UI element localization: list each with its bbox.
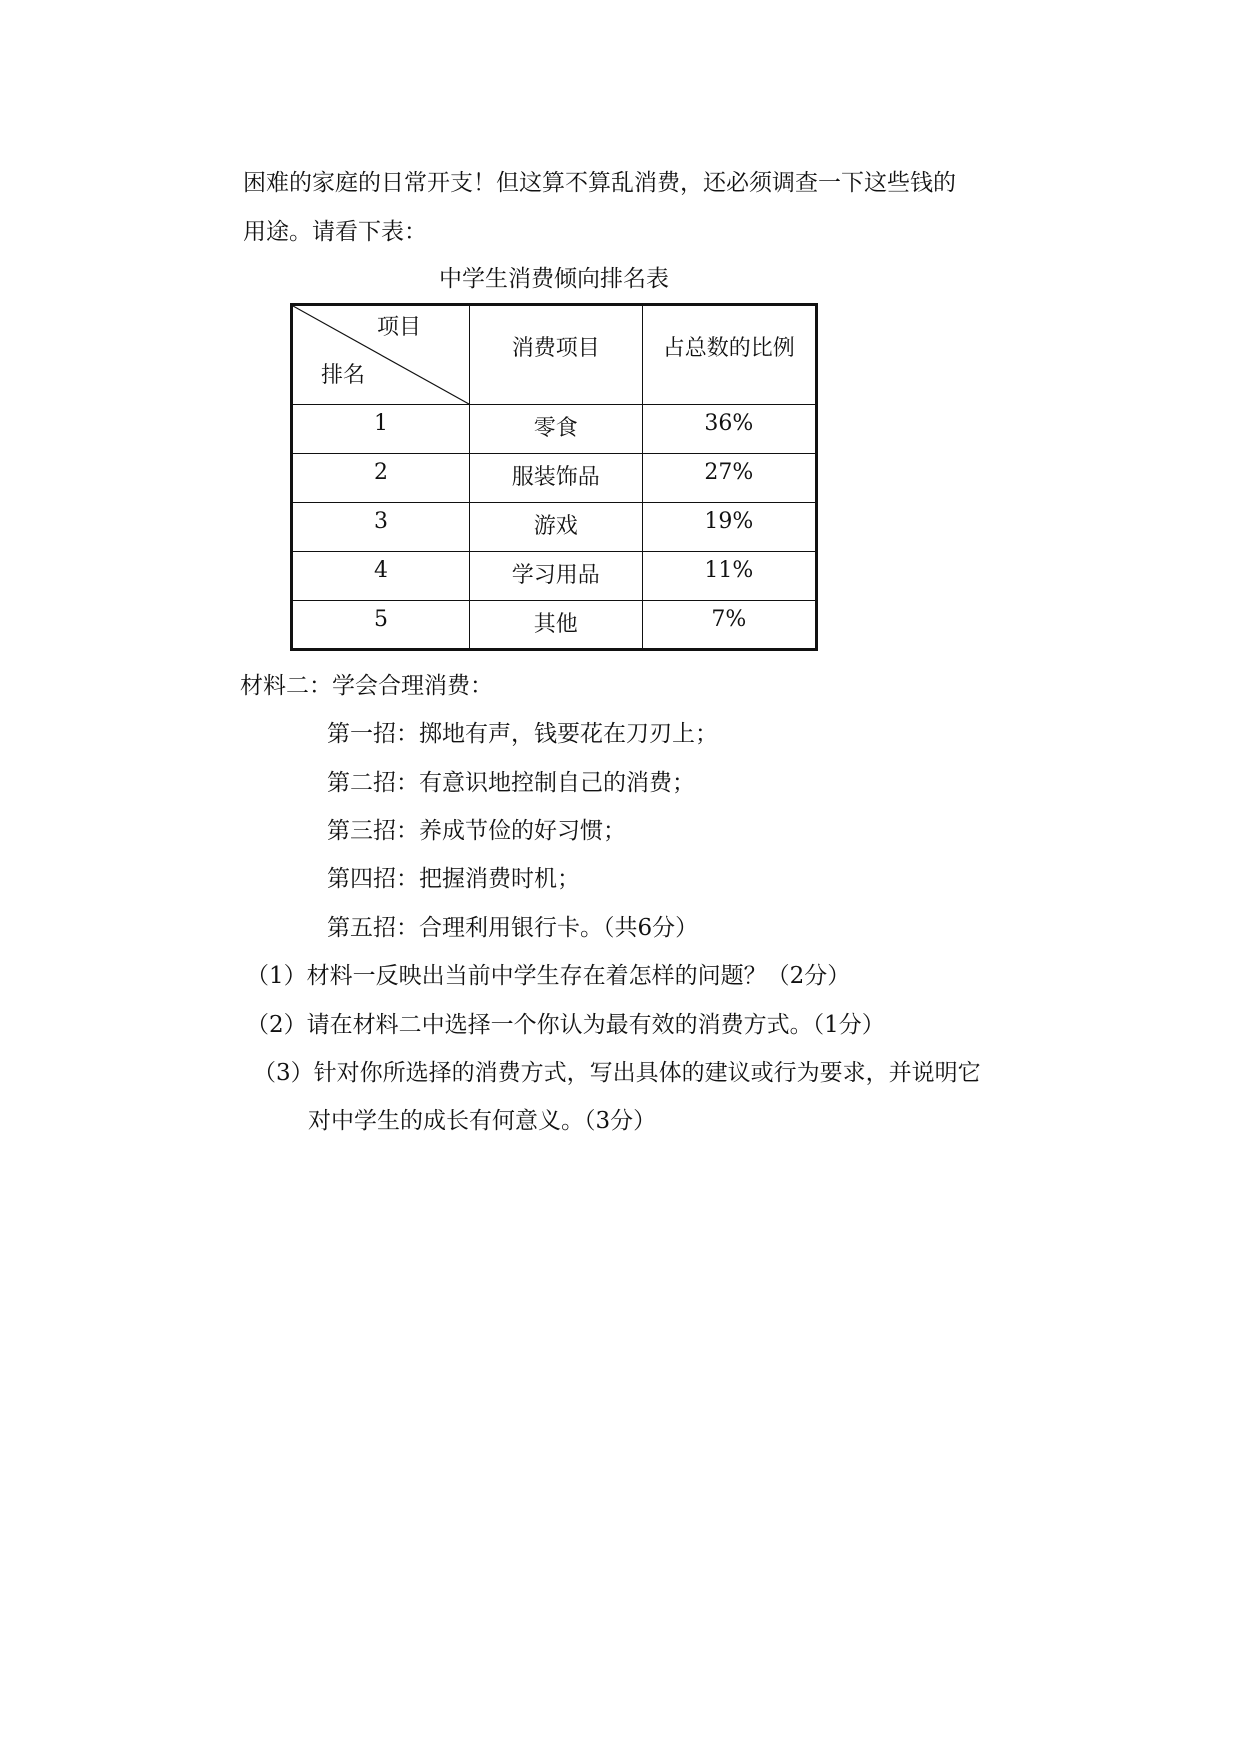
consumption-ranking-table	[290, 303, 818, 651]
tip-5: 第五招：合理利用银行卡。（共6分）	[327, 915, 699, 941]
rank-cell: 2	[292, 454, 470, 503]
tip-4: 第四招：把握消费时机；	[327, 866, 580, 892]
header-consumption-item: 消费项目	[469, 305, 642, 405]
header-ratio: 占总数的比例	[642, 305, 816, 405]
tip-3: 第三招：养成节俭的好习惯；	[327, 818, 626, 844]
question-2: （2）请在材料二中选择一个你认为最有效的消费方式。（1分）	[246, 1012, 885, 1038]
ratio-cell: 36%	[642, 405, 816, 454]
table-row	[292, 503, 817, 552]
tip-1: 第一招：掷地有声，钱要花在刀刃上；	[327, 721, 718, 747]
item-cell: 游戏	[469, 503, 642, 552]
ratio-cell: 7%	[642, 601, 816, 650]
table-row	[292, 405, 817, 454]
tip-2: 第二招：有意识地控制自己的消费；	[327, 770, 695, 796]
table-caption: 中学生消费倾向排名表	[439, 266, 669, 292]
rank-cell: 3	[292, 503, 470, 552]
intro-line-2: 用途。请看下表：	[243, 219, 427, 245]
item-cell: 服装饰品	[469, 454, 642, 503]
intro-line-1: 困难的家庭的日常开支！但这算不算乱消费，还必须调查一下这些钱的	[243, 170, 956, 196]
material2-title: 材料二：学会合理消费：	[240, 673, 493, 699]
table-header-row	[292, 305, 817, 405]
ratio-cell: 11%	[642, 552, 816, 601]
question-1: （1）材料一反映出当前中学生存在着怎样的问题？（2分）	[246, 963, 851, 989]
header-item-label: 项目	[377, 315, 422, 340]
header-rank-label: 排名	[321, 363, 366, 388]
item-cell: 零食	[469, 405, 642, 454]
table-row	[292, 601, 817, 650]
ratio-cell: 19%	[642, 503, 816, 552]
rank-cell: 5	[292, 601, 470, 650]
rank-cell: 4	[292, 552, 470, 601]
question-3-line-2: 对中学生的成长有何意义。（3分）	[308, 1108, 657, 1134]
rank-cell: 1	[292, 405, 470, 454]
ratio-cell: 27%	[642, 454, 816, 503]
question-3-line-1: （3）针对你所选择的消费方式，写出具体的建议或行为要求，并说明它	[253, 1060, 981, 1086]
item-cell: 学习用品	[469, 552, 642, 601]
diagonal-header-cell	[292, 305, 470, 405]
table-row	[292, 454, 817, 503]
table-row	[292, 552, 817, 601]
item-cell: 其他	[469, 601, 642, 650]
